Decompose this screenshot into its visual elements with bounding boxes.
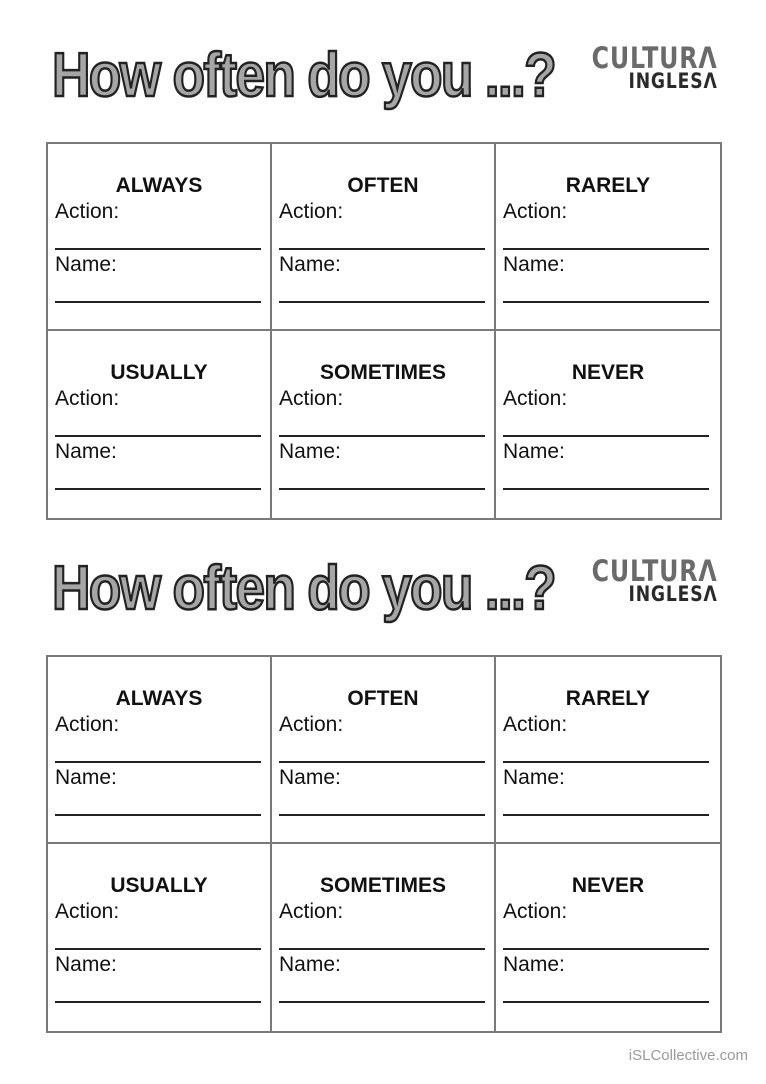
- action-write-line[interactable]: [55, 948, 261, 950]
- name-write-line[interactable]: [279, 301, 485, 303]
- frequency-cell: [272, 657, 496, 844]
- name-write-line[interactable]: [279, 814, 485, 816]
- frequency-cell: [496, 331, 720, 518]
- action-label: Action:: [503, 387, 568, 410]
- action-label: Action:: [279, 900, 344, 923]
- frequency-cell: [496, 844, 720, 1031]
- frequency-label: ALWAYS: [115, 174, 203, 197]
- cultura-inglesa-logo: [564, 554, 718, 606]
- name-write-line[interactable]: [55, 814, 261, 816]
- name-label: Name:: [55, 440, 117, 463]
- logo-line-1: CULTURΛ: [592, 41, 718, 75]
- action-write-line[interactable]: [279, 248, 485, 250]
- action-write-line[interactable]: [503, 435, 709, 437]
- action-write-line[interactable]: [279, 435, 485, 437]
- action-label: Action:: [55, 900, 120, 923]
- action-label: Action:: [503, 200, 568, 223]
- name-write-line[interactable]: [279, 488, 485, 490]
- frequency-label: USUALLY: [110, 361, 208, 384]
- frequency-label: SOMETIMES: [319, 361, 446, 384]
- name-write-line[interactable]: [503, 301, 709, 303]
- logo-line-2: INGLESΛ: [628, 69, 718, 93]
- action-write-line[interactable]: [503, 761, 709, 763]
- action-label: Action:: [279, 387, 344, 410]
- name-write-line[interactable]: [503, 814, 709, 816]
- frequency-label: OFTEN: [347, 174, 419, 197]
- action-label: Action:: [55, 200, 120, 223]
- cultura-inglesa-logo: [564, 41, 718, 93]
- action-label: Action:: [55, 387, 120, 410]
- worksheet-title: How often do you ...?: [52, 554, 555, 623]
- logo-line-1: CULTURΛ: [592, 554, 718, 588]
- logo-line-2: INGLESΛ: [628, 582, 718, 606]
- name-write-line[interactable]: [279, 1001, 485, 1003]
- name-label: Name:: [55, 953, 117, 976]
- frequency-cell: [48, 657, 272, 844]
- frequency-cell: [272, 844, 496, 1031]
- watermark: iSLCollective.com: [628, 1047, 748, 1064]
- name-write-line[interactable]: [55, 1001, 261, 1003]
- frequency-label: RARELY: [565, 687, 651, 710]
- name-label: Name:: [503, 766, 565, 789]
- action-label: Action:: [279, 713, 344, 736]
- name-label: Name:: [279, 953, 341, 976]
- frequency-cell: [48, 331, 272, 518]
- action-write-line[interactable]: [55, 761, 261, 763]
- action-write-line[interactable]: [503, 248, 709, 250]
- name-write-line[interactable]: [55, 488, 261, 490]
- action-label: Action:: [55, 713, 120, 736]
- frequency-label: RARELY: [565, 174, 651, 197]
- frequency-label: USUALLY: [110, 874, 208, 897]
- frequency-grid: [46, 655, 722, 1033]
- worksheet-header: [52, 549, 722, 629]
- frequency-label: NEVER: [571, 361, 645, 384]
- frequency-grid: [46, 142, 722, 520]
- frequency-cell: [48, 144, 272, 331]
- frequency-cell: [272, 331, 496, 518]
- action-label: Action:: [279, 200, 344, 223]
- frequency-label: ALWAYS: [115, 687, 203, 710]
- name-label: Name:: [279, 440, 341, 463]
- frequency-cell: [496, 144, 720, 331]
- name-label: Name:: [503, 440, 565, 463]
- frequency-label: SOMETIMES: [319, 874, 446, 897]
- frequency-label: OFTEN: [347, 687, 419, 710]
- action-write-line[interactable]: [55, 248, 261, 250]
- action-write-line[interactable]: [55, 435, 261, 437]
- action-label: Action:: [503, 900, 568, 923]
- name-label: Name:: [279, 766, 341, 789]
- action-write-line[interactable]: [279, 761, 485, 763]
- name-write-line[interactable]: [503, 1001, 709, 1003]
- name-label: Name:: [503, 253, 565, 276]
- name-label: Name:: [55, 253, 117, 276]
- frequency-cell: [272, 144, 496, 331]
- name-label: Name:: [279, 253, 341, 276]
- worksheet-title: How often do you ...?: [52, 41, 555, 110]
- name-label: Name:: [503, 953, 565, 976]
- frequency-cell: [48, 844, 272, 1031]
- action-label: Action:: [503, 713, 568, 736]
- action-write-line[interactable]: [279, 948, 485, 950]
- frequency-label: NEVER: [571, 874, 645, 897]
- frequency-cell: [496, 657, 720, 844]
- name-label: Name:: [55, 766, 117, 789]
- name-write-line[interactable]: [503, 488, 709, 490]
- action-write-line[interactable]: [503, 948, 709, 950]
- name-write-line[interactable]: [55, 301, 261, 303]
- worksheet-header: [52, 36, 722, 116]
